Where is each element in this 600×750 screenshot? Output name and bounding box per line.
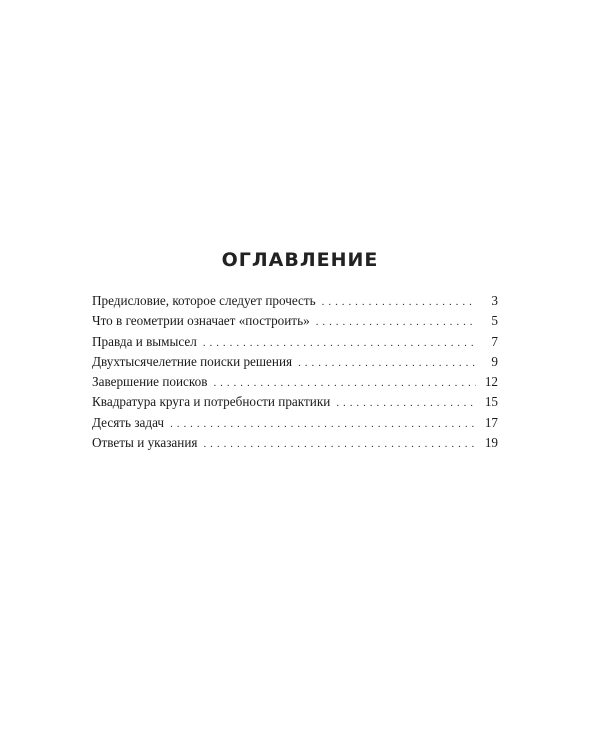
toc-entry-answers — [92, 433, 498, 453]
dot-leader — [170, 414, 476, 434]
toc-entry-title: Ответы и указания — [92, 435, 198, 451]
table-of-contents — [92, 291, 498, 453]
dot-leader — [213, 373, 476, 393]
toc-entry-preface — [92, 291, 498, 311]
toc-entry-search — [92, 352, 498, 372]
dot-leader — [322, 292, 476, 312]
toc-entry-title: Двухтысячелетние поиски решения — [92, 353, 293, 369]
toc-entry-title: Десять задач — [92, 414, 165, 430]
toc-entry-quadrature — [92, 392, 498, 412]
dot-leader — [298, 353, 476, 373]
toc-entry-title: Квадратура круга и потребности практики — [92, 394, 331, 410]
dot-leader — [316, 312, 476, 332]
toc-page-number: 12 — [484, 374, 498, 390]
dot-leader — [203, 434, 476, 454]
dot-leader — [203, 333, 476, 353]
toc-entry-title: Предисловие, которое следует прочесть — [92, 293, 316, 308]
toc-page-number: 15 — [484, 394, 498, 410]
toc-entry-title: Завершение поисков — [92, 374, 208, 390]
toc-page-number: 3 — [491, 293, 498, 308]
toc-page-number: 5 — [491, 313, 498, 329]
toc-entry-title: Что в геометрии означает «построить» — [92, 313, 310, 329]
toc-page-number: 9 — [491, 353, 498, 369]
toc-entry-ten-problems — [92, 413, 498, 433]
toc-page-number: 17 — [484, 414, 498, 430]
toc-entry-title: Правда и вымысел — [92, 333, 197, 349]
toc-page-number: 7 — [491, 333, 498, 349]
toc-entry-completion — [92, 372, 498, 392]
dot-leader — [336, 393, 476, 413]
toc-entry-truth-fiction — [92, 332, 498, 352]
toc-page-number: 19 — [484, 435, 498, 451]
toc-heading: ОГЛАВЛЕНИЕ — [221, 249, 379, 271]
toc-entry-construct — [92, 311, 498, 331]
